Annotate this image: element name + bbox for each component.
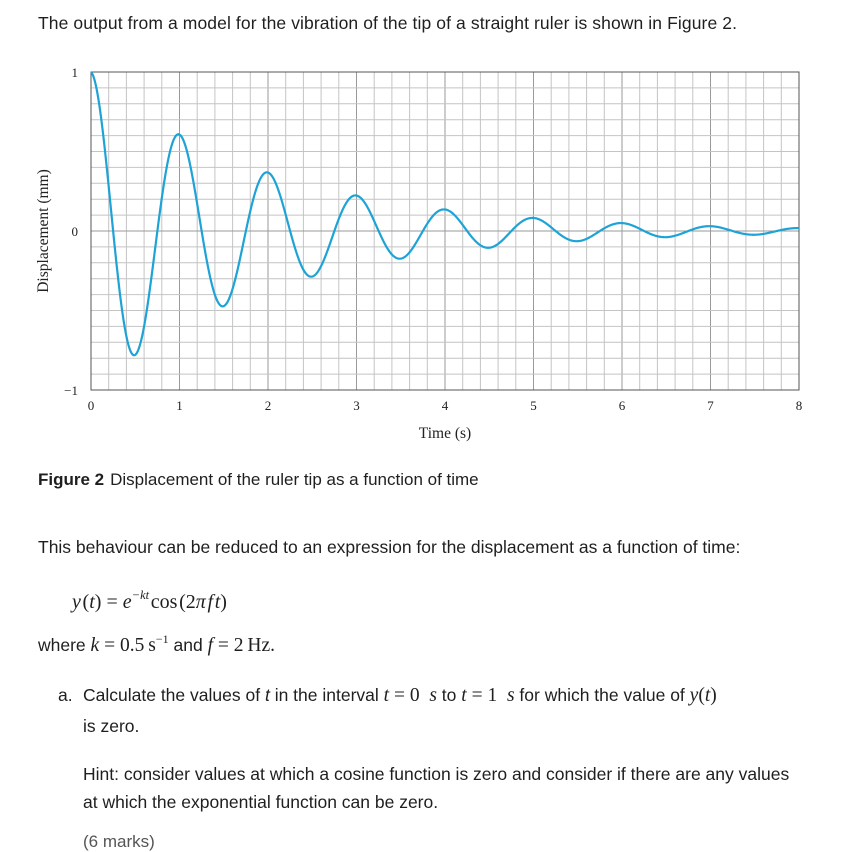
math-t0: t = 0 s (383, 685, 437, 706)
math-yt: y(t) (689, 685, 717, 706)
math-k: k = 0.5 $s^{-1}$ (90, 632, 169, 656)
where-and: and (173, 635, 203, 655)
x-tick-label: 2 (264, 398, 272, 413)
x-tick-label: 3 (353, 398, 360, 413)
close-icon[interactable] (842, 0, 860, 4)
math-t1: t = 1 s (461, 685, 515, 706)
x-tick-label: 5 (530, 398, 537, 413)
equation: y $(t) = e^{-kt}$ cos (2π f t) (72, 588, 227, 613)
q-part1: Calculate the values of (83, 685, 261, 705)
x-tick-label: 6 (618, 398, 626, 413)
q-part3: to (441, 685, 457, 705)
x-axis-label: Time (s) (418, 425, 472, 442)
x-tick-label: 7 (707, 398, 714, 413)
q-part4: for which the value of (519, 685, 685, 705)
y-tick-label: 0 (71, 224, 78, 239)
q-part2: in the interval (274, 685, 379, 705)
math-f: f = 2 Hz. (207, 635, 275, 656)
where-line (38, 632, 275, 657)
x-tick-label: 8 (795, 398, 803, 413)
y-tick-label: 1 (71, 65, 78, 80)
figure-label: Figure 2 (38, 470, 105, 489)
marks-text: (6 marks) (83, 832, 155, 851)
paragraph: This behaviour can be reduced to an expression for the displacement as a function of time: (38, 537, 741, 557)
q-part5: is zero. (83, 716, 140, 736)
y-tick-label: −1 (64, 383, 78, 398)
intro-text: The output from a model for the vibration of the tip of a straight ruler is shown in Figure 2. (38, 13, 738, 33)
figure-caption (38, 470, 479, 490)
question-label: a. (58, 685, 73, 705)
figure-caption-text: Displacement of the ruler tip as a function of time (110, 470, 479, 489)
displacement-chart (28, 62, 818, 450)
x-tick-label: 4 (441, 398, 449, 413)
x-tick-label: 0 (87, 398, 95, 413)
x-tick-label: 1 (176, 398, 183, 413)
y-axis-label: Displacement (mm) (35, 169, 52, 293)
hint-text: Hint: consider values at which a cosine function is zero and consider if there are any values at which the exponential function can be zero. (83, 764, 790, 812)
where-prefix: where (38, 635, 86, 655)
